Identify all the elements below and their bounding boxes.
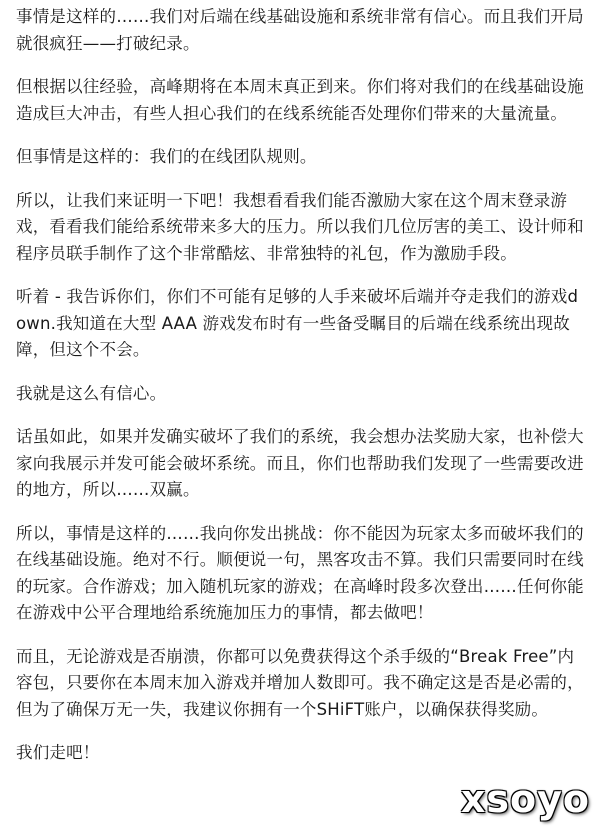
paragraph-prove-it: 所以，让我们来证明一下吧！我想看看我们能否激励大家在这个周末登录游戏，看看我们能给系统带来多大的压力。所以我们几位厉害的美工、设计师和程序员联手制作了这个非常酷炫、非常独特的礼包，作为激励手段。 xyxy=(16,190,584,263)
paragraph-confidence: 我就是这么有信心。 xyxy=(16,383,167,403)
paragraph-content-pack: 而且，无论游戏是否崩溃，你都可以免费获得这个杀手级的“Break Free”内容包，只要你在本周末加入游戏并增加人数即可。我不确定这是否是必需的，但为了确保万无一失，我建议你拥有一个SHiFT账户，以确保获得奖励。 xyxy=(16,646,584,719)
watermark-logo: xsoyo xyxy=(460,777,590,821)
paragraph-challenge: 听着 - 我告诉你们，你们不可能有足够的人手来破坏后端并夺走我们的游戏down.我知道在大型 AAA 游戏发布时有一些备受瞩目的后端在线系统出现故障，但这个不会。 xyxy=(16,287,579,359)
paragraph-team-rules: 但事情是这样的：我们的在线团队规则。 xyxy=(16,147,317,166)
paragraph-peak-warning: 但根据以往经验，高峰期将在本周末真正到来。你们将对我们的在线基础设施造成巨大冲击，有些人担心我们的在线系统能否处理你们带来的大量流量。 xyxy=(16,77,584,123)
paragraph-intro: 事情是这样的……我们对后端在线基础设施和系统非常有信心。而且我们开局就很疯狂——打破纪录。 xyxy=(16,7,584,53)
article-body xyxy=(16,4,588,767)
paragraph-dare: 所以，事情是这样的……我向你发出挑战：你不能因为玩家太多而破坏我们的在线基础设施。绝对不行。顺便说一句，黑客攻击不算。我们只需要同时在线的玩家。合作游戏；加入随机玩家的游戏；在高峰时段多次登出……任何你能在游戏中公平合理地给系统施加压力的事情，都去做吧！ xyxy=(16,523,584,622)
paragraph-lets-go: 我们走吧！ xyxy=(16,743,100,762)
paragraph-reward: 话虽如此，如果并发确实破坏了我们的系统，我会想办法奖励大家，也补偿大家向我展示并发可能会破坏系统。而且，你们也帮助我们发现了一些需要改进的地方，所以……双赢。 xyxy=(16,427,584,499)
